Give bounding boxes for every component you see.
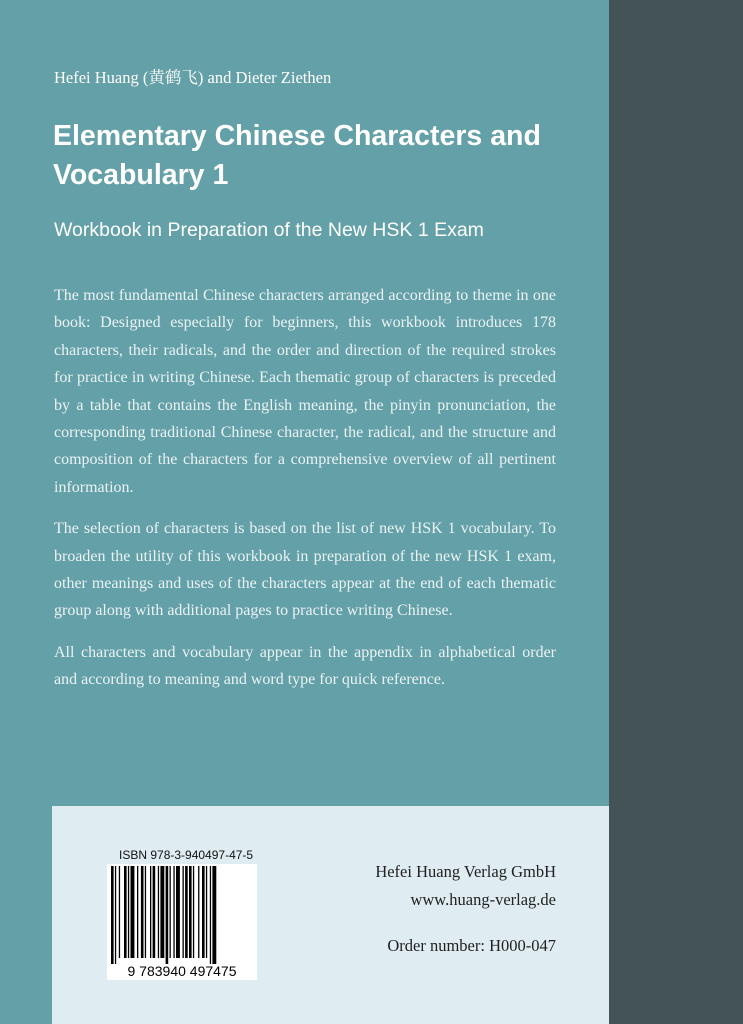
publisher-info — [375, 858, 556, 960]
authors: Hefei Huang (黄鹤飞) and Dieter Ziethen — [54, 68, 332, 87]
title-line-1: Elementary Chinese Characters and — [53, 120, 541, 152]
barcode-bar — [193, 866, 194, 958]
order-number: Order number: H000-047 — [387, 936, 556, 955]
barcode-bar — [160, 866, 164, 958]
barcode-bar — [141, 866, 144, 958]
barcode-bar — [111, 866, 114, 964]
publisher-name: Hefei Huang Verlag GmbH — [375, 862, 556, 881]
barcode-digits: 9 783940 497475 — [127, 963, 237, 979]
barcode-bar — [115, 866, 116, 964]
blurb-paragraph-1: The most fundamental Chinese characters arranged according to theme in one book: Designed especially for beginners, this workbook introduces 178 characters, their radicals, and the order and direction of the required strokes for practice in writing Chinese. Each thematic group of characters is preceded by a table that contains the English meaning, the pinyin pronunciation, the corresponding traditional Chinese character, the radical, and the structure and composition of the characters for a comprehensive overview of all pertinent information. — [54, 287, 556, 496]
barcode-bar — [153, 866, 156, 958]
barcode-bar — [150, 866, 151, 958]
isbn-label: ISBN 978-3-940497-47-5 — [119, 848, 254, 862]
publisher-panel — [52, 806, 609, 1024]
barcode-bar — [212, 866, 216, 964]
barcode-bar — [198, 866, 199, 958]
book-spine — [609, 0, 743, 1024]
title-line-2: Vocabulary 1 — [53, 159, 229, 191]
barcode-bar — [166, 866, 169, 964]
barcode-bar — [119, 866, 120, 958]
barcode-bar — [158, 866, 159, 958]
blurb-paragraph-2: The selection of characters is based on the list of new HSK 1 vocabulary. To broaden the utility of this workbook in preparation of the new HSK 1 exam, other meanings and uses of the characters appear at the end of each thematic group along with additional pages to practice writing Chinese. — [54, 520, 556, 620]
barcode-bar — [137, 866, 138, 958]
blurb-paragraph-3: All characters and vocabulary appear in the appendix in alphabetical order and according to meaning and word type for quick reference. — [54, 643, 556, 689]
barcode-bar — [128, 866, 129, 958]
barcode-bar — [183, 866, 184, 958]
barcode-bar — [210, 866, 211, 964]
barcode-bar — [124, 866, 127, 958]
barcode-bar — [202, 866, 205, 958]
isbn-barcode — [107, 864, 257, 980]
barcode-bar — [185, 866, 188, 958]
barcode-bar — [170, 866, 171, 958]
barcode-bar — [176, 866, 180, 958]
barcode-bar — [206, 866, 207, 958]
barcode-bar — [189, 866, 192, 958]
barcode-bar — [131, 866, 135, 958]
barcode-bar — [145, 866, 146, 958]
book-subtitle: Workbook in Preparation of the New HSK 1 Exam — [54, 219, 484, 241]
book-title — [53, 117, 593, 195]
publisher-website[interactable]: www.huang-verlag.de — [410, 890, 556, 909]
barcode-bar — [173, 866, 174, 958]
blurb — [54, 282, 556, 708]
